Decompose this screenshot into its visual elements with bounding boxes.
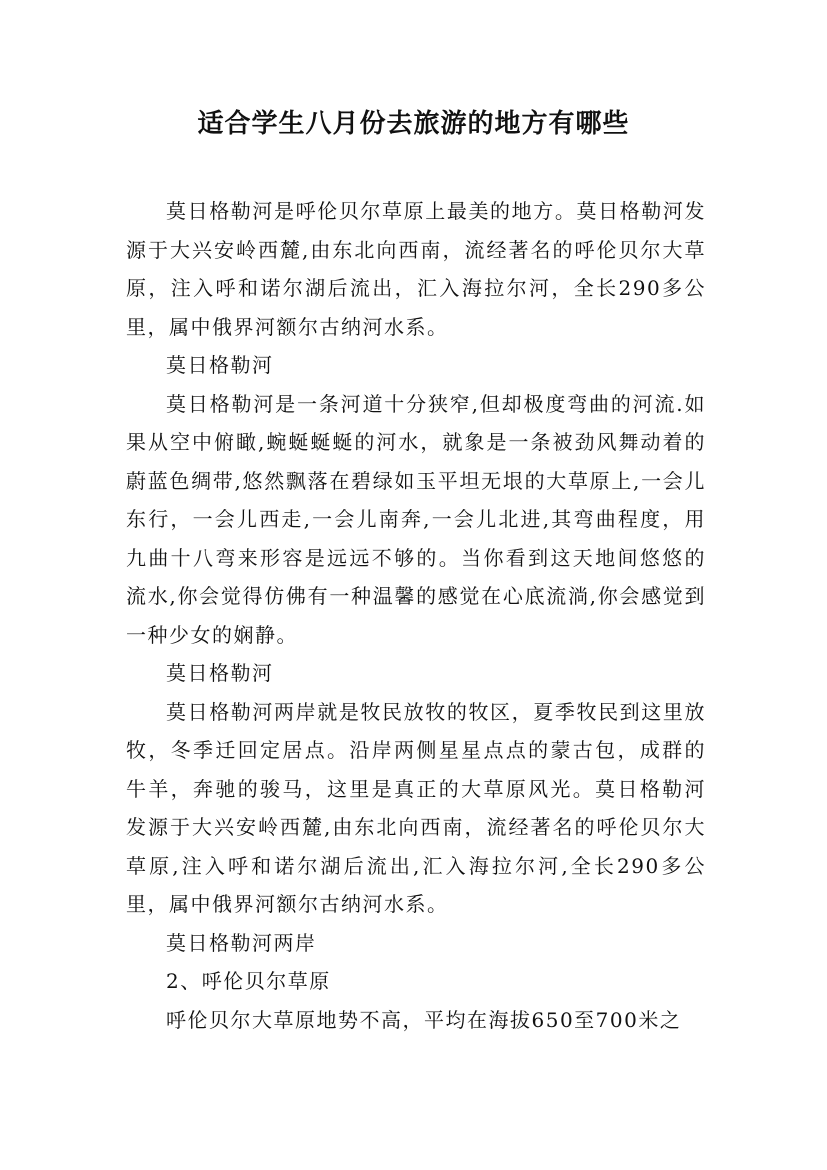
paragraph: 莫日格勒河 <box>166 353 274 377</box>
paragraph: 莫日格勒河 <box>166 661 274 685</box>
document-body <box>126 192 706 1039</box>
paragraph: 莫日格勒河是一条河道十分狭窄,但却极度弯曲的河流.如果从空中俯瞰,蜿蜒蜒蜒的河水，就象是一条被劲风舞动着的蔚蓝色绸带,悠然飘落在碧绿如玉平坦无垠的大草原上,一会儿东行，一会儿西走,一会儿南奔,一会儿北进,其弯曲程度，用九曲十八弯来形容是远远不够的。当你看到这天地间悠悠的流水,你会觉得仿佛有一种温馨的感觉在心底流淌,你会感觉到一种少女的娴静。 <box>126 391 706 647</box>
paragraph: 莫日格勒河两岸 <box>166 930 317 955</box>
paragraph: 2、呼伦贝尔草原 <box>166 969 331 993</box>
paragraph: 莫日格勒河是呼伦贝尔草原上最美的地方。莫日格勒河发源于大兴安岭西麓,由东北向西南，流经著名的呼伦贝尔大草原，注入呼和诺尔湖后流出，汇入海拉尔河，全长290多公里，属中俄界河额尔古纳河水系。 <box>126 199 706 339</box>
paragraph: 呼伦贝尔大草原地势不高，平均在海拔650至700米之 <box>166 1007 682 1032</box>
paragraph: 莫日格勒河两岸就是牧民放牧的牧区，夏季牧民到这里放牧，冬季迁回定居点。沿岸两侧星星点点的蒙古包，成群的牛羊，奔驰的骏马，这里是真正的大草原风光。莫日格勒河发源于大兴安岭西麓,由东北向西南，流经著名的呼伦贝尔大草原,注入呼和诺尔湖后流出,汇入海拉尔河,全长290多公里，属中俄界河额尔古纳河水系。 <box>126 699 706 916</box>
page-title: 适合学生八月份去旅游的地方有哪些 <box>197 109 630 139</box>
